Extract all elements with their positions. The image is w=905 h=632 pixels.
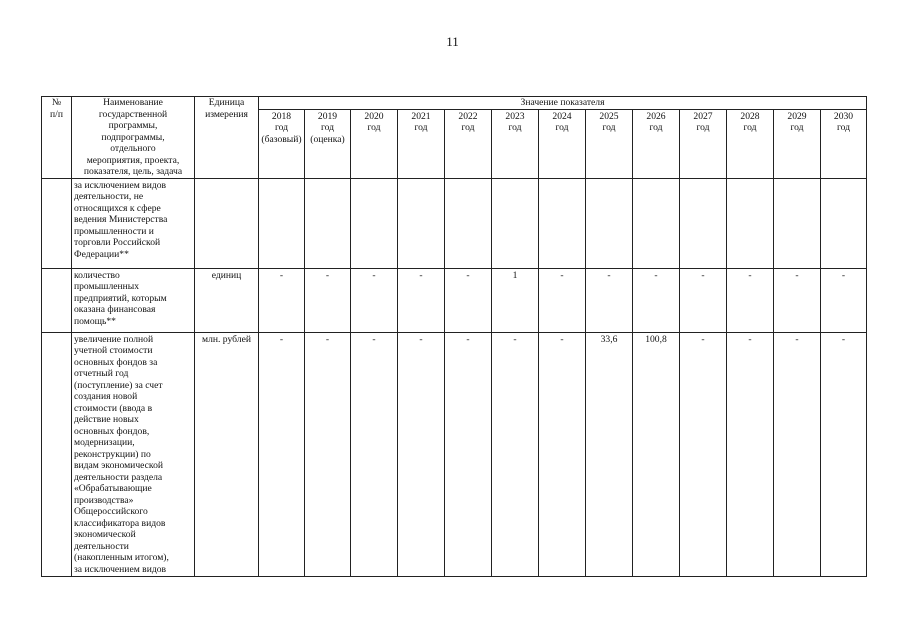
row-value-0: - [259,332,305,577]
row-value-6: - [539,268,586,332]
row-value-1 [305,178,351,268]
header-year-11: 2029 год [774,109,821,178]
row-value-3: - [398,332,445,577]
header-num: № п/п [42,97,72,179]
row-value-9 [680,178,727,268]
row-value-11: - [774,268,821,332]
row-value-3: - [398,268,445,332]
row-value-4: - [445,268,492,332]
row-value-10 [727,178,774,268]
row-value-9: - [680,332,727,577]
row-value-8: - [633,268,680,332]
row-value-4 [445,178,492,268]
row-unit: млн. рублей [195,332,259,577]
header-year-4: 2022 год [445,109,492,178]
header-year-6: 2024 год [539,109,586,178]
table-row [42,332,867,577]
page-number: 11 [446,34,459,49]
header-year-1: 2019 год (оценка) [305,109,351,178]
row-value-9: - [680,268,727,332]
row-value-12 [821,178,867,268]
row-value-10: - [727,268,774,332]
row-value-7: - [586,268,633,332]
row-value-5: - [492,332,539,577]
row-num [42,178,72,268]
row-name: количество промышленных предприятий, которым оказана финансовая помощь** [72,268,195,332]
row-num [42,332,72,577]
table-row [42,178,867,268]
row-value-1: - [305,332,351,577]
row-value-6 [539,178,586,268]
header-name: Наименование государственной программы, подпрограммы, отдельного мероприятия, проекта, показателя, цель, задача [72,97,195,179]
header-year-9: 2027 год [680,109,727,178]
header-year-3: 2021 год [398,109,445,178]
header-year-2: 2020 год [351,109,398,178]
row-num [42,268,72,332]
header-unit: Единица измерения [195,97,259,179]
row-value-7 [586,178,633,268]
row-value-2: - [351,268,398,332]
table-row [42,268,867,332]
row-value-5: 1 [492,268,539,332]
row-name: увеличение полной учетной стоимости основных фондов за отчетный год (поступление) за счет создания новой стоимости (ввода в действие новых основных фондов, модернизации, реконструкции) по видам экономической деятельности раздела «Обрабатывающие производства» Общероссийского классификатора видов экономической деятельности (накопленным итогом), за исключением видов [72,332,195,577]
row-value-8: 100,8 [633,332,680,577]
row-unit: единиц [195,268,259,332]
header-year-10: 2028 год [727,109,774,178]
row-value-10: - [727,332,774,577]
row-value-11 [774,178,821,268]
row-value-1: - [305,268,351,332]
row-value-7: 33,6 [586,332,633,577]
indicator-table [41,96,867,577]
row-unit [195,178,259,268]
row-value-6: - [539,332,586,577]
row-value-2: - [351,332,398,577]
header-year-7: 2025 год [586,109,633,178]
header-year-5: 2023 год [492,109,539,178]
row-value-2 [351,178,398,268]
row-value-12: - [821,268,867,332]
row-value-4: - [445,332,492,577]
header-year-0: 2018 год (базовый) [259,109,305,178]
row-name: за исключением видов деятельности, не относящихся к сфере ведения Министерства промышленности и торговли Российской Федерации** [72,178,195,268]
row-value-0: - [259,268,305,332]
header-year-12: 2030 год [821,109,867,178]
header-value-group: Значение показателя [259,97,867,110]
row-value-0 [259,178,305,268]
row-value-11: - [774,332,821,577]
row-value-5 [492,178,539,268]
header-year-8: 2026 год [633,109,680,178]
row-value-8 [633,178,680,268]
row-value-12: - [821,332,867,577]
header-row-1 [42,97,867,110]
row-value-3 [398,178,445,268]
